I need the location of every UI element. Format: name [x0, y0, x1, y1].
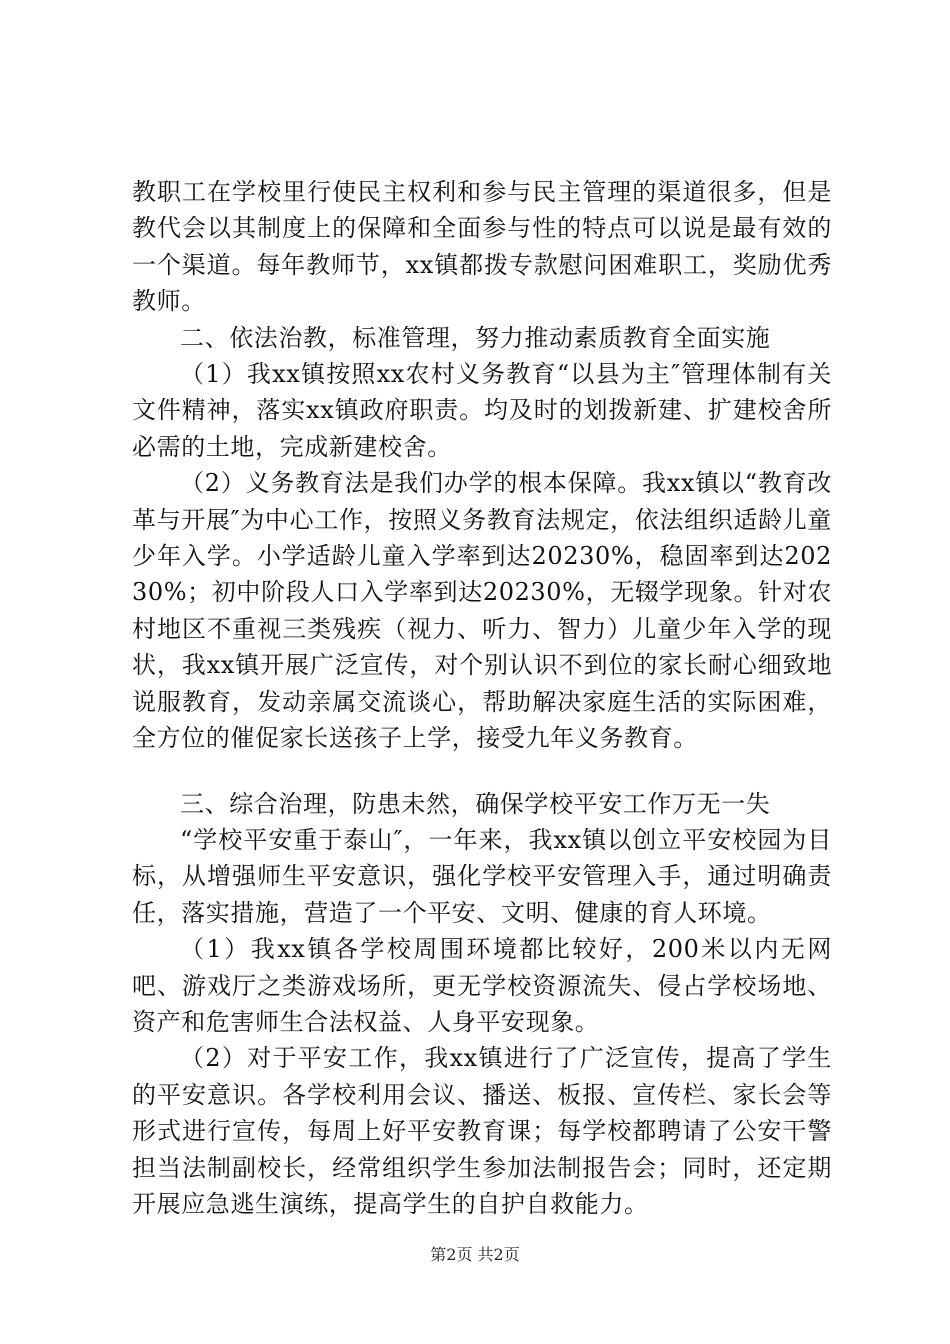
section-heading-3: 三、综合治理，防患未然，确保学校平安工作万无一失	[180, 789, 771, 818]
section-heading-2: 二、依法治教，标准管理，努力推动素质教育全面实施	[180, 323, 771, 352]
page-number-footer: 第2页 共2页	[430, 1245, 520, 1264]
paragraph-item-2: （2）义务教育法是我们办学的根本保障。我xx镇以“教育改革与开展″为中心工作，按照义务教育法规定，依法组织适龄儿童少年入学。小学适龄儿童入学率到达20230%，稳固率到达20230%；初中阶段人口入学率到达20230%，无辍学现象。针对农村地区不重视三类残疾（视力、听力、智力）儿童少年入学的现状，我xx镇开展广泛宣传，对个别认识不到位的家长耐心细致地说服教育，发动亲属交流谈心，帮助解决家庭生活的实际困难，全方位的催促家长送孩子上学，接受九年义务教育。	[132, 469, 832, 753]
paragraph-continuation: 教职工在学校里行使民主权利和参与民主管理的渠道很多，但是教代会以其制度上的保障和全面参与性的特点可以说是最有效的一个渠道。每年教师节，xx镇都拨专款慰问困难职工，奖励优秀教师。	[132, 178, 832, 316]
document-body	[132, 174, 832, 1222]
paragraph-item-2: （2）对于平安工作，我xx镇进行了广泛宣传，提高了学生的平安意识。各学校利用会议、播送、板报、宣传栏、家长会等形式进行宣传，每周上好平安教育课；每学校都聘请了公安干警担当法制副校长，经常组织学生参加法制报告会；同时，还定期开展应急逃生演练，提高学生的自护自救能力。	[132, 1044, 832, 1218]
paragraph-intro: “学校平安重于泰山″，一年来，我xx镇以创立平安校园为目标，从增强师生平安意识，强化学校平安管理入手，通过明确责任，落实措施，营造了一个平安、文明、健康的育人环境。	[132, 825, 832, 927]
paragraph-item-1: （1）我xx镇各学校周围环境都比较好，200米以内无网吧、游戏厅之类游戏场所，更无学校资源流失、侵占学校场地、资产和危害师生合法权益、人身平安现象。	[132, 935, 832, 1036]
paragraph-item-1: （1）我xx镇按照xx农村义务教育“以县为主″管理体制有关文件精神，落实xx镇政府职责。均及时的划拨新建、扩建校舍所必需的土地，完成新建校舍。	[132, 360, 832, 461]
